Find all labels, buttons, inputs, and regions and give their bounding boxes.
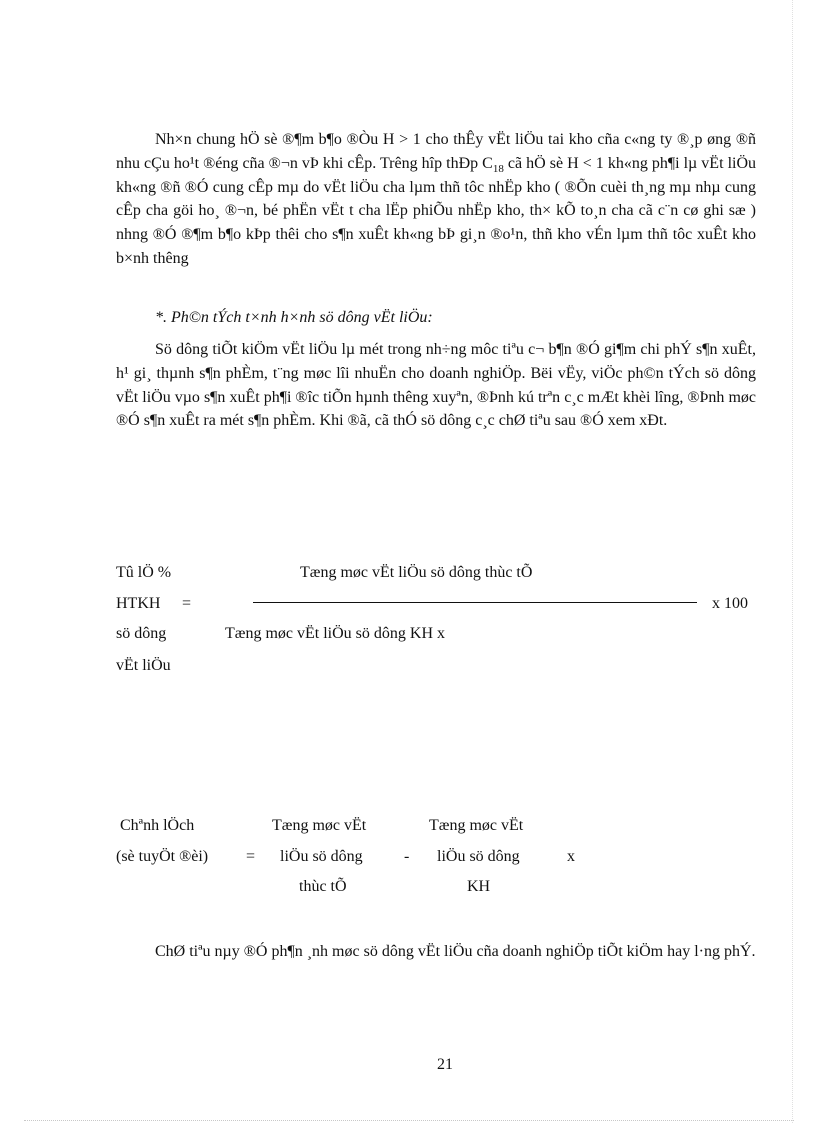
page-right-border: [792, 0, 793, 1123]
formula-1-denominator: Tæng møc vËt liÖu sö dông KH x: [225, 625, 445, 642]
formula-1-multiplier: x 100: [712, 595, 748, 612]
section-heading: *. Ph©n tÝch t×nh h×nh sö dông vËt liÖu:: [155, 309, 433, 326]
formula-2-term-1-line-2: liÖu sö dông: [280, 848, 363, 865]
steel-grade-subscript: 18: [492, 162, 504, 175]
formula-1-numerator: Tæng møc vËt liÖu sö dông thùc tÕ: [300, 564, 533, 581]
formula-1-label-line-3: sö dông: [116, 625, 167, 642]
paragraph-material-usage: Sö dông tiÕt kiÖm vËt liÖu lµ mét trong nh÷ng môc tiªu c¬ b¶n ®Ó gi¶m chi phÝ s¶n xuÊt, h¹ gi¸ thµnh s¶n phÈm, t¨ng møc lîi nhuËn cho doanh nghiÖp. Bëi vËy, viÖc ph©n tÝch sö dông vËt liÖu vµo s¶n xuÊt ph¶i ®îc tiÕn hµnh thêng xuyªn, ®Þnh kú trªn c¸c mÆt khèi lîng, ®Þnh møc ®Ó s¶n xuÊt ra mét s¶n phÈm. Khi ®ã, cã thÓ sö dông c¸c chØ tiªu sau ®Ó xem xÐt.: [116, 341, 756, 430]
formula-2-term-2-line-2: liÖu sö dông: [437, 848, 520, 865]
paragraph-indicator-purpose: ChØ tiªu nµy ®Ó ph¶n ¸nh møc sö dông vËt liÖu cña doanh nghiÖp tiÕt kiÖm hay l·ng phÝ.: [155, 943, 756, 960]
formula-2-term-1-line-1: Tæng møc vËt: [272, 817, 367, 834]
formula-1-label-line-1: Tû lÖ %: [116, 564, 172, 581]
paragraph-1-text-b: cã hÖ sè H < 1 kh«ng ph¶i lµ vËt liÖu kh«ng ®ñ ®Ó cung cÊp mµ do vËt liÖu cha lµm thñ tôc nhËp kho ( ®Õn cuèi th¸ng mµ nhµ cung cÊp cha göi ho¸ ®¬n, bé phËn vËt t cha lËp phiÕu nhËp kho, th× kÕ to¸n cha cã c¨n cø ghi sæ ) nhng ®Ó ®¶m b¶o kÞp thêi cho s¶n xuÊt kh«ng bÞ gi¸n ®o¹n, thñ kho vÉn lµm thñ tôc xuÊt kho b×nh thêng: [116, 154, 757, 267]
formula-1-fraction-bar: [253, 602, 697, 603]
formula-2-times: x: [567, 848, 575, 865]
formula-2-label-line-2: (sè tuyÖt ®èi): [116, 848, 209, 865]
formula-1-equals: =: [182, 595, 192, 612]
formula-2-label-line-1: Chªnh lÖch: [120, 817, 195, 834]
formula-2-minus: -: [404, 848, 410, 865]
paragraph-stock-assurance: [116, 128, 756, 271]
paragraph-1-text-a: Nh×n chung hÖ sè ®¶m b¶o ®Òu H > 1 cho thÊy vËt liÖu tai kho cña c«ng ty ®¸p øng ®ñ nhu cÇu ho¹t ®éng cña ®¬n vÞ khi cÊp. Trêng hîp thÐp C: [116, 131, 756, 172]
formula-2-term-1-line-3: thùc tÕ: [299, 878, 347, 895]
formula-2-equals: =: [246, 848, 256, 865]
formula-2-term-2-line-3: KH: [467, 878, 491, 895]
formula-2-term-2-line-1: Tæng møc vËt: [429, 817, 524, 834]
formula-1-label-line-2: HTKH: [116, 595, 161, 612]
page-bottom-border: [24, 1120, 794, 1121]
formula-1-label-line-4: vËt liÖu: [116, 657, 171, 674]
page-number: 21: [437, 1056, 453, 1073]
